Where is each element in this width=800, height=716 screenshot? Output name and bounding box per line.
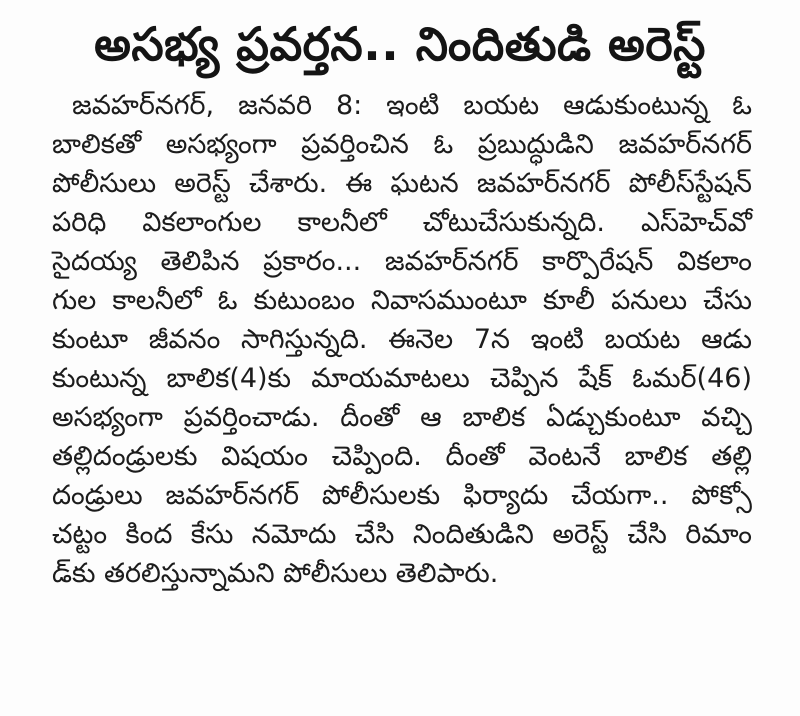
headline: అసభ్య ప్రవర్తన.. నిందితుడి అరెస్ట్ — [94, 17, 706, 71]
article-line: డ్‌కు తరలిస్తున్నామని పోలీసులు తెలిపారు. — [52, 558, 499, 589]
article-line: గుల కాలనీలో ఓ కుటుంబం నివాసముంటూ కూలీ పనులు చేసు — [52, 285, 752, 316]
article-line: చట్టం కింద కేసు నమోదు చేసి నిందితుడిని అరెస్ట్ చేసి రిమాం — [52, 519, 752, 550]
article-line: పరిధి వికలాంగుల కాలనీలో చోటుచేసుకున్నది. ఎస్‌హెచ్‌వో — [52, 207, 752, 238]
article-line: తల్లిదండ్రులకు విషయం చెప్పింది. దీంతో వెంటనే బాలిక తల్లి — [52, 441, 752, 472]
article-line: అసభ్యంగా ప్రవర్తించాడు. దీంతో ఆ బాలిక ఏడ్చుకుంటూ వచ్చి — [52, 402, 752, 433]
article-line: సైదయ్య తెలిపిన ప్రకారం... జవహర్‌నగర్ కార్పొరేషన్ వికలాం — [52, 246, 752, 277]
article-line: దండ్రులు జవహర్‌నగర్ పోలీసులకు ఫిర్యాదు చేయగా.. పోక్సో — [52, 480, 752, 511]
article-line: కుంటున్న బాలిక(4)కు మాయమాటలు చెప్పిన షేక్ ఓమర్(46) — [52, 363, 752, 394]
article-line: బాలికతో అసభ్యంగా ప్రవర్తించిన ఓ ప్రబుద్ధుడిని జవహర్‌నగర్ — [52, 129, 752, 160]
article-line: పోలీసులు అరెస్ట్ చేశారు. ఈ ఘటన జవహర్‌నగర్ పోలీస్‌స్టేషన్ — [52, 168, 752, 199]
article-line: జవహర్‌నగర్, జనవరి 8: ఇంటి బయట ఆడుకుంటున్న ఓ — [72, 90, 752, 121]
article-body — [52, 86, 752, 593]
article-line: కుంటూ జీవనం సాగిస్తున్నది. ఈనెల 7న ఇంటి బయట ఆడు — [52, 324, 752, 355]
